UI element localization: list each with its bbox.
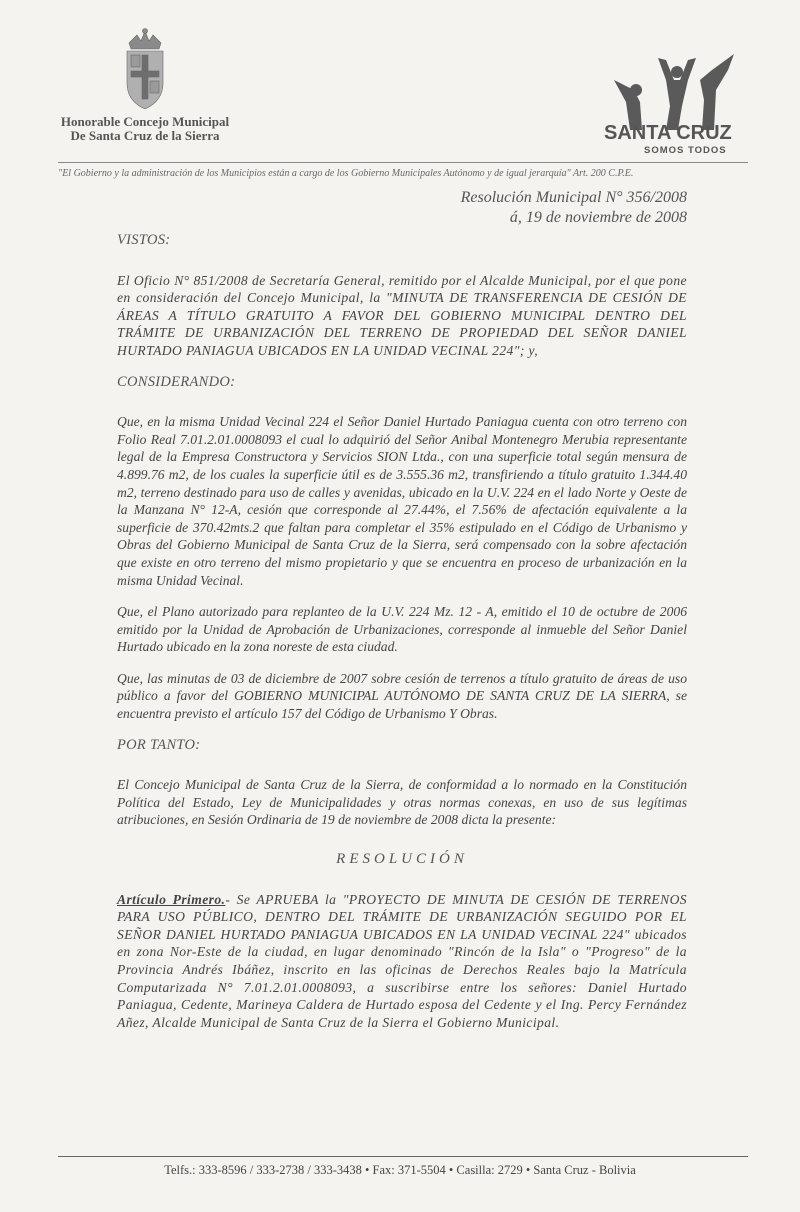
footer-contact: Telfs.: 333-8596 / 333-2738 / 333-3438 • Fax: 371-5504 • Casilla: 2729 • Santa Cruz - Bolivia	[164, 1163, 636, 1177]
logo-name: SANTA CRUZ	[604, 122, 732, 144]
header-divider	[58, 162, 748, 163]
council-emblem-block	[55, 25, 235, 143]
constitution-quote: "El Gobierno y la administración de los Municipios están a cargo de los Gobierno Municipales Autónomo y de igual jerarquía" Art. 200 C.P.E.	[58, 168, 634, 179]
resolution-number: Resolución Municipal N° 356/2008	[460, 189, 687, 206]
document-body	[117, 232, 687, 1031]
section-title-considerando: CONSIDERANDO:	[117, 373, 236, 390]
vistos-paragraph: El Oficio N° 851/2008 de Secretaría General, remitido por el Alcalde Municipal, por el que pone en consideración del Concejo Municipal, la "MINUTA DE TRANSFERENCIA DE CESIÓN DE ÁREAS A TÍTULO GRATUITO A FAVOR DEL GOBIERNO MUNICIPAL DENTRO DEL TRÁMITE DE URBANIZACIÓN DEL TERRENO DE PROPIEDAD DEL SEÑOR DANIEL HURTADO PANIAGUA UBICADOS EN LA UNIDAD VECINAL 224"; y,	[117, 272, 687, 358]
por-tanto-paragraph: El Concejo Municipal de Santa Cruz de la Sierra, de conformidad a lo normado en la Constitución Política del Estado, Ley de Municipalidades y otras normas conexas, en uso de sus legítimas atribuciones, en Sesión Ordinaria de 19 de noviembre de 2008 dicta la presente:	[117, 777, 687, 828]
people-figures-icon	[608, 50, 738, 130]
resolution-date: á, 19 de noviembre de 2008	[509, 209, 687, 226]
council-name-line1: Honorable Concejo Municipal	[60, 114, 230, 129]
santa-cruz-logo	[600, 50, 750, 156]
article-first-body: - Se APRUEBA la "PROYECTO DE MINUTA DE CESIÓN DE TERRENOS PARA USO PÚBLICO, DENTRO DEL TRÁMITE DE URBANIZACIÓN SEGUIDO POR EL SEÑOR DANIEL HURTADO PANIAGUA UBICADOS EN LA UNIDAD VECINAL 224" ubicados en zona Nor-Este de la ciudad, en lugar denominado "Rincón de la Isla" o "Progreso" de la Provincia Andrés Ibáñez, inscrito en las oficinas de Derechos Reales bajo la Matrícula Computarizada N° 7.01.2.01.0008093, a suscribirse entre los señores: Daniel Hurtado Paniagua, Cedente, Marineya Caldera de Hurtado esposa del Cedente y el Ing. Percy Fernández Añez, Alcalde Municipal de Santa Cruz de la Sierra el Gobierno Municipal.	[117, 891, 687, 1030]
considerando-paragraph-1: Que, en la misma Unidad Vecinal 224 el Señor Daniel Hurtado Paniagua cuenta con otro terreno con Folio Real 7.01.2.01.0008093 el cual lo adquirió del Señor Anibal Montenegro Merubia representante legal de la Empresa Constructora y Servicios SION Ltda., con una superficie total según mensura de 4.899.76 m2, de los cuales la superficie útil es de 3.555.36 m2, transfiriendo a título gratuito 1.344.40 m2, terreno destinado para uso de calles y avenidas, ubicado en la U.V. 224 en el lado Norte y Oeste de la Manzana N° 12-A, cesión que corresponde al 27.44%, el 7.56% de afectación equivalente a la superficie de 370.42mts.2 que faltan para completar el 35% estipulado en el Código de Urbanismo y Obras del Gobierno Municipal de Santa Cruz de la Sierra, será compensado con la sobre afectación que existe en otro terreno del mismo propietario y que se encuentra en proceso de urbanización en la misma Unidad Vecinal.	[117, 414, 687, 588]
considerando-paragraph-3: Que, las minutas de 03 de diciembre de 2007 sobre cesión de terrenos a título gratuito de áreas de uso público a favor del GOBIERNO MUNICIPAL AUTÓNOMO DE SANTA CRUZ DE LA SIERRA, se encuentra previsto el artículo 157 del Código de Urbanismo Y Obras.	[117, 670, 687, 722]
section-title-resolucion: RESOLUCIÓN	[336, 851, 468, 868]
article-first-label: Artículo Primero.	[117, 891, 226, 907]
footer-divider	[58, 1156, 748, 1157]
section-title-por-tanto: POR TANTO:	[117, 736, 201, 753]
section-title-vistos: VISTOS:	[117, 232, 171, 248]
council-name-line2: De Santa Cruz de la Sierra	[70, 128, 220, 143]
article-first-paragraph	[117, 891, 687, 1032]
logo-tagline: SOMOS TODOS	[644, 145, 727, 156]
coat-of-arms-icon	[115, 25, 175, 115]
considerando-paragraph-2: Que, el Plano autorizado para replanteo de la U.V. 224 Mz. 12 - A, emitido el 10 de octubre de 2006 emitido por la Unidad de Aprobación de Urbanizaciones, corresponde al inmueble del Señor Daniel Hurtado ubicado en la zona noreste de esta ciudad.	[117, 604, 687, 655]
resolution-heading	[461, 188, 687, 228]
